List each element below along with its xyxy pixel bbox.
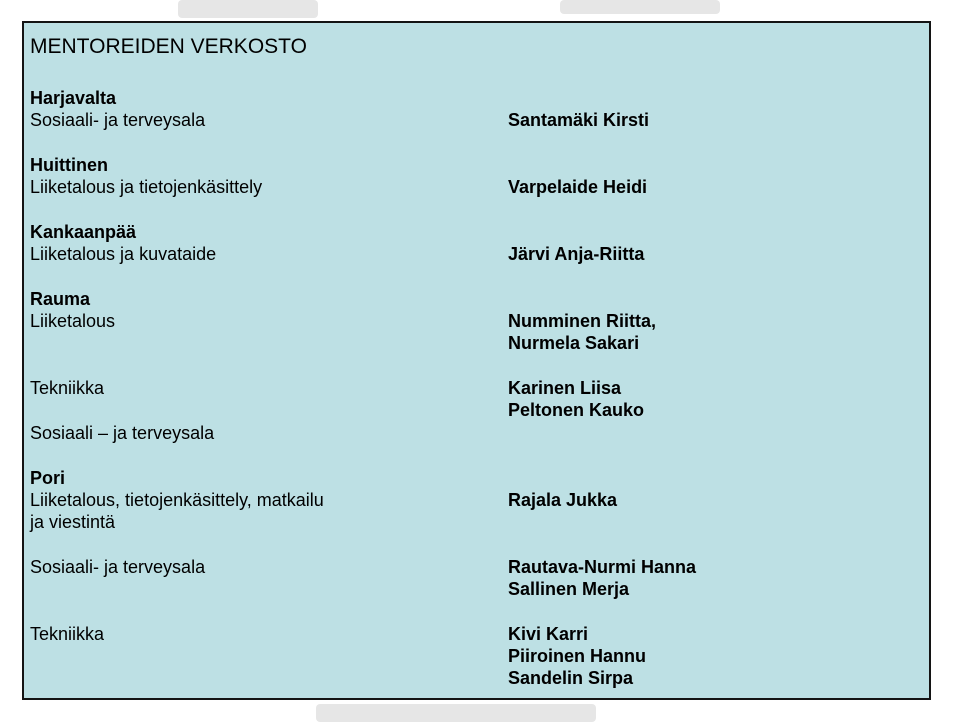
mentor-pori-tekniikka-2: Piiroinen Hannu	[508, 646, 647, 666]
location-kankaanpaa: Kankaanpää	[30, 222, 137, 242]
field-huittinen: Liiketalous ja tietojenkäsittely	[30, 177, 263, 197]
field-rauma-2: Tekniikka	[30, 378, 105, 398]
location-rauma: Rauma	[30, 289, 91, 309]
mentor-rauma-liiketalous-1: Numminen Riitta,	[508, 311, 657, 331]
mentor-pori-liiketalous: Rajala Jukka	[508, 490, 618, 510]
mentor-pori-tekniikka-1: Kivi Karri	[508, 624, 589, 644]
decor-shape-top	[178, 0, 318, 18]
mentor-huittinen: Varpelaide Heidi	[508, 177, 648, 197]
mentor-rauma-tekniikka-1: Karinen Liisa	[508, 378, 622, 398]
location-harjavalta: Harjavalta	[30, 88, 117, 108]
field-pori-1-line-1: Liiketalous, tietojenkäsittely, matkailu	[30, 490, 324, 510]
field-pori-2: Sosiaali- ja terveysala	[30, 557, 206, 577]
page-title: MENTOREIDEN VERKOSTO	[30, 35, 307, 58]
mentor-rauma-liiketalous-2: Nurmela Sakari	[508, 333, 640, 353]
mentor-harjavalta: Santamäki Kirsti	[508, 110, 650, 130]
field-pori-1-line-2: ja viestintä	[30, 512, 116, 532]
mentor-kankaanpaa: Järvi Anja-Riitta	[508, 244, 645, 264]
decor-shape-top-right	[560, 0, 720, 14]
mentor-pori-sote-2: Sallinen Merja	[508, 579, 630, 599]
mentor-pori-tekniikka-3: Sandelin Sirpa	[508, 668, 634, 688]
mentor-pori-sote-1: Rautava-Nurmi Hanna	[508, 557, 697, 577]
location-pori: Pori	[30, 468, 66, 488]
field-rauma-3: Sosiaali – ja terveysala	[30, 423, 215, 443]
field-rauma-1: Liiketalous	[30, 311, 116, 331]
field-harjavalta: Sosiaali- ja terveysala	[30, 110, 206, 130]
location-huittinen: Huittinen	[30, 155, 108, 175]
decor-shape-bottom	[316, 704, 596, 722]
mentor-rauma-tekniikka-2: Peltonen Kauko	[508, 400, 645, 420]
field-kankaanpaa: Liiketalous ja kuvataide	[30, 244, 217, 264]
field-pori-3: Tekniikka	[30, 624, 105, 644]
